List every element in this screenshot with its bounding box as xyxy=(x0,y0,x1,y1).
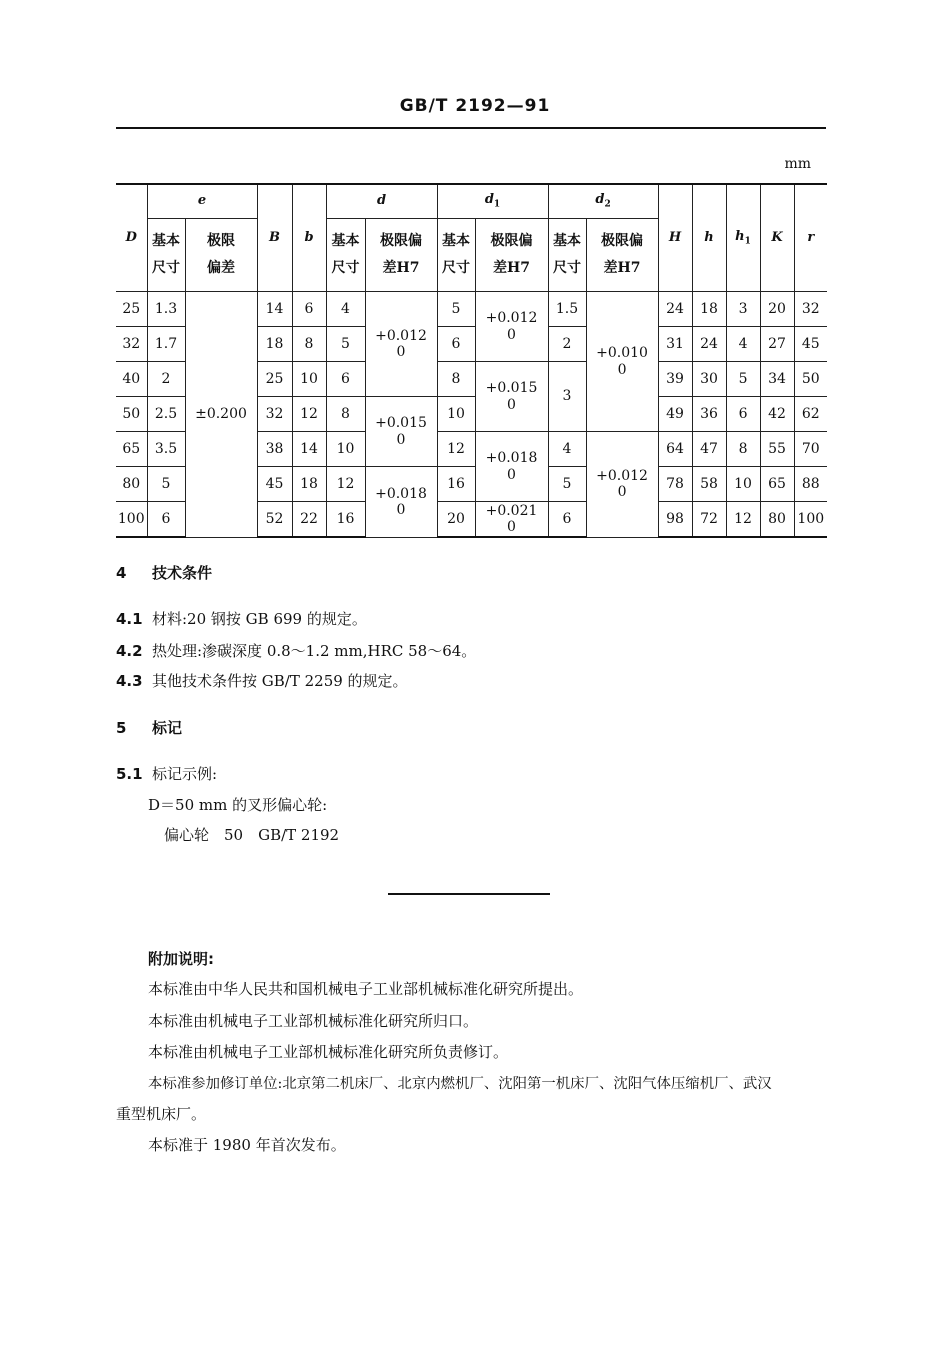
header-d2: $d_2$ xyxy=(548,184,658,219)
cell-d2: 1.5 xyxy=(548,292,586,327)
cell-B: 25 xyxy=(257,362,292,397)
cell-d1: 6 xyxy=(437,327,475,362)
cell-e: 5 xyxy=(147,467,185,502)
cell-h1: 4 xyxy=(726,327,760,362)
cell-d2: 6 xyxy=(548,502,586,538)
header-e: e xyxy=(147,184,257,219)
cell-D: 65 xyxy=(116,432,147,467)
cell-r: 50 xyxy=(794,362,827,397)
cell-r: 100 xyxy=(794,502,827,538)
cell-e: 6 xyxy=(147,502,185,538)
cell-B: 18 xyxy=(257,327,292,362)
notes-line: 本标准于 1980 年首次发布。 xyxy=(148,1136,346,1154)
cell-d1-tolerance: +0.012 0 xyxy=(475,292,548,362)
cell-d1-tolerance: +0.015 0 xyxy=(475,362,548,432)
cell-e: 1.7 xyxy=(147,327,185,362)
cell-d-tolerance: +0.018 0 xyxy=(365,467,437,538)
cell-B: 14 xyxy=(257,292,292,327)
cell-d-tolerance: +0.015 0 xyxy=(365,397,437,467)
notes-line: 重型机床厂。 xyxy=(116,1105,207,1123)
cell-d: 5 xyxy=(326,327,365,362)
cell-h: 36 xyxy=(692,397,726,432)
cell-d1: 10 xyxy=(437,397,475,432)
header-rule xyxy=(116,127,826,129)
cell-d2: 3 xyxy=(548,362,586,432)
header-B: B xyxy=(257,184,292,292)
cell-d: 6 xyxy=(326,362,365,397)
cell-K: 34 xyxy=(760,362,794,397)
cell-d2-tolerance: +0.010 0 xyxy=(586,292,658,432)
header-h: h xyxy=(692,184,726,292)
header-d2-basic: 基本 尺寸 xyxy=(548,219,586,292)
cell-d: 8 xyxy=(326,397,365,432)
cell-H: 24 xyxy=(658,292,692,327)
cell-r: 70 xyxy=(794,432,827,467)
cell-d1: 20 xyxy=(437,502,475,538)
cell-D: 50 xyxy=(116,397,147,432)
header-d2-limit: 极限偏 差H7 xyxy=(586,219,658,292)
cell-d1: 5 xyxy=(437,292,475,327)
cell-H: 39 xyxy=(658,362,692,397)
cell-h: 58 xyxy=(692,467,726,502)
cell-b: 10 xyxy=(292,362,326,397)
header-H: H xyxy=(658,184,692,292)
header-h1: $h_1$ xyxy=(726,184,760,292)
section-4-1: 4.1 材料:20 钢按 GB 699 的规定。 xyxy=(116,610,367,628)
cell-h: 30 xyxy=(692,362,726,397)
cell-h: 72 xyxy=(692,502,726,538)
cell-B: 52 xyxy=(257,502,292,538)
header-r: r xyxy=(794,184,827,292)
cell-b: 8 xyxy=(292,327,326,362)
cell-H: 78 xyxy=(658,467,692,502)
notes-line: 本标准参加修订单位:北京第二机床厂、北京内燃机厂、沈阳第一机床厂、沈阳气体压缩机厂、武汉 xyxy=(148,1076,772,1092)
cell-d2-tolerance: +0.012 0 xyxy=(586,432,658,538)
cell-d1: 8 xyxy=(437,362,475,397)
header-d1-basic: 基本 尺寸 xyxy=(437,219,475,292)
cell-d2: 2 xyxy=(548,327,586,362)
cell-d: 16 xyxy=(326,502,365,538)
marking-example-description: D＝50 mm 的叉形偏心轮: xyxy=(148,796,328,814)
cell-h: 47 xyxy=(692,432,726,467)
cell-h: 24 xyxy=(692,327,726,362)
cell-e: 2.5 xyxy=(147,397,185,432)
cell-D: 80 xyxy=(116,467,147,502)
cell-h1: 3 xyxy=(726,292,760,327)
header-d1-limit: 极限偏 差H7 xyxy=(475,219,548,292)
cell-H: 49 xyxy=(658,397,692,432)
cell-h1: 10 xyxy=(726,467,760,502)
cell-d1-tolerance: +0.018 0 xyxy=(475,432,548,502)
table-row xyxy=(116,292,827,327)
section-4-2: 4.2 热处理:渗碳深度 0.8～1.2 mm,HRC 58～64。 xyxy=(116,642,477,660)
header-d-limit: 极限偏 差H7 xyxy=(365,219,437,292)
cell-d1-tolerance: +0.021 0 xyxy=(475,502,548,538)
cell-r: 62 xyxy=(794,397,827,432)
cell-h1: 8 xyxy=(726,432,760,467)
cell-D: 25 xyxy=(116,292,147,327)
end-rule xyxy=(388,893,550,895)
cell-d2: 4 xyxy=(548,432,586,467)
cell-r: 45 xyxy=(794,327,827,362)
section-4-heading: 4 技术条件 xyxy=(116,564,213,582)
cell-e: 2 xyxy=(147,362,185,397)
cell-H: 98 xyxy=(658,502,692,538)
cell-K: 65 xyxy=(760,467,794,502)
cell-K: 80 xyxy=(760,502,794,538)
cell-K: 27 xyxy=(760,327,794,362)
header-b: b xyxy=(292,184,326,292)
cell-e-tolerance: ±0.200 xyxy=(185,292,257,538)
cell-B: 32 xyxy=(257,397,292,432)
header-K: K xyxy=(760,184,794,292)
dimension-table xyxy=(116,183,827,538)
cell-r: 32 xyxy=(794,292,827,327)
cell-h1: 12 xyxy=(726,502,760,538)
cell-d1: 16 xyxy=(437,467,475,502)
cell-d2: 5 xyxy=(548,467,586,502)
cell-K: 20 xyxy=(760,292,794,327)
notes-line: 本标准由机械电子工业部机械标准化研究所归口。 xyxy=(148,1012,479,1030)
header-d: d xyxy=(326,184,437,219)
cell-h: 18 xyxy=(692,292,726,327)
cell-d: 10 xyxy=(326,432,365,467)
section-5-heading: 5 标记 xyxy=(116,719,183,737)
cell-d: 12 xyxy=(326,467,365,502)
cell-D: 100 xyxy=(116,502,147,538)
cell-D: 40 xyxy=(116,362,147,397)
unit-label: mm xyxy=(784,156,811,172)
page-header-title: GB/T 2192—91 xyxy=(399,96,551,116)
cell-H: 31 xyxy=(658,327,692,362)
cell-K: 42 xyxy=(760,397,794,432)
header-D: D xyxy=(116,184,147,292)
cell-b: 18 xyxy=(292,467,326,502)
section-4-3: 4.3 其他技术条件按 GB/T 2259 的规定。 xyxy=(116,672,408,690)
notes-line: 本标准由机械电子工业部机械标准化研究所负责修订。 xyxy=(148,1043,509,1061)
cell-D: 32 xyxy=(116,327,147,362)
header-e-basic: 基本 尺寸 xyxy=(147,219,185,292)
header-e-limit: 极限 偏差 xyxy=(185,219,257,292)
cell-B: 38 xyxy=(257,432,292,467)
notes-title: 附加说明: xyxy=(148,950,214,968)
cell-e: 1.3 xyxy=(147,292,185,327)
cell-d: 4 xyxy=(326,292,365,327)
cell-b: 12 xyxy=(292,397,326,432)
cell-K: 55 xyxy=(760,432,794,467)
cell-b: 14 xyxy=(292,432,326,467)
section-5-1: 5.1 标记示例: xyxy=(116,765,218,783)
cell-r: 88 xyxy=(794,467,827,502)
cell-h1: 6 xyxy=(726,397,760,432)
cell-b: 22 xyxy=(292,502,326,538)
cell-e: 3.5 xyxy=(147,432,185,467)
header-d1: $d_1$ xyxy=(437,184,548,219)
cell-b: 6 xyxy=(292,292,326,327)
cell-h1: 5 xyxy=(726,362,760,397)
cell-B: 45 xyxy=(257,467,292,502)
cell-d1: 12 xyxy=(437,432,475,467)
marking-example: 偏心轮 50 GB/T 2192 xyxy=(164,826,340,844)
cell-d-tolerance: +0.012 0 xyxy=(365,292,437,397)
cell-H: 64 xyxy=(658,432,692,467)
notes-line: 本标准由中华人民共和国机械电子工业部机械标准化研究所提出。 xyxy=(148,980,584,998)
header-d-basic: 基本 尺寸 xyxy=(326,219,365,292)
